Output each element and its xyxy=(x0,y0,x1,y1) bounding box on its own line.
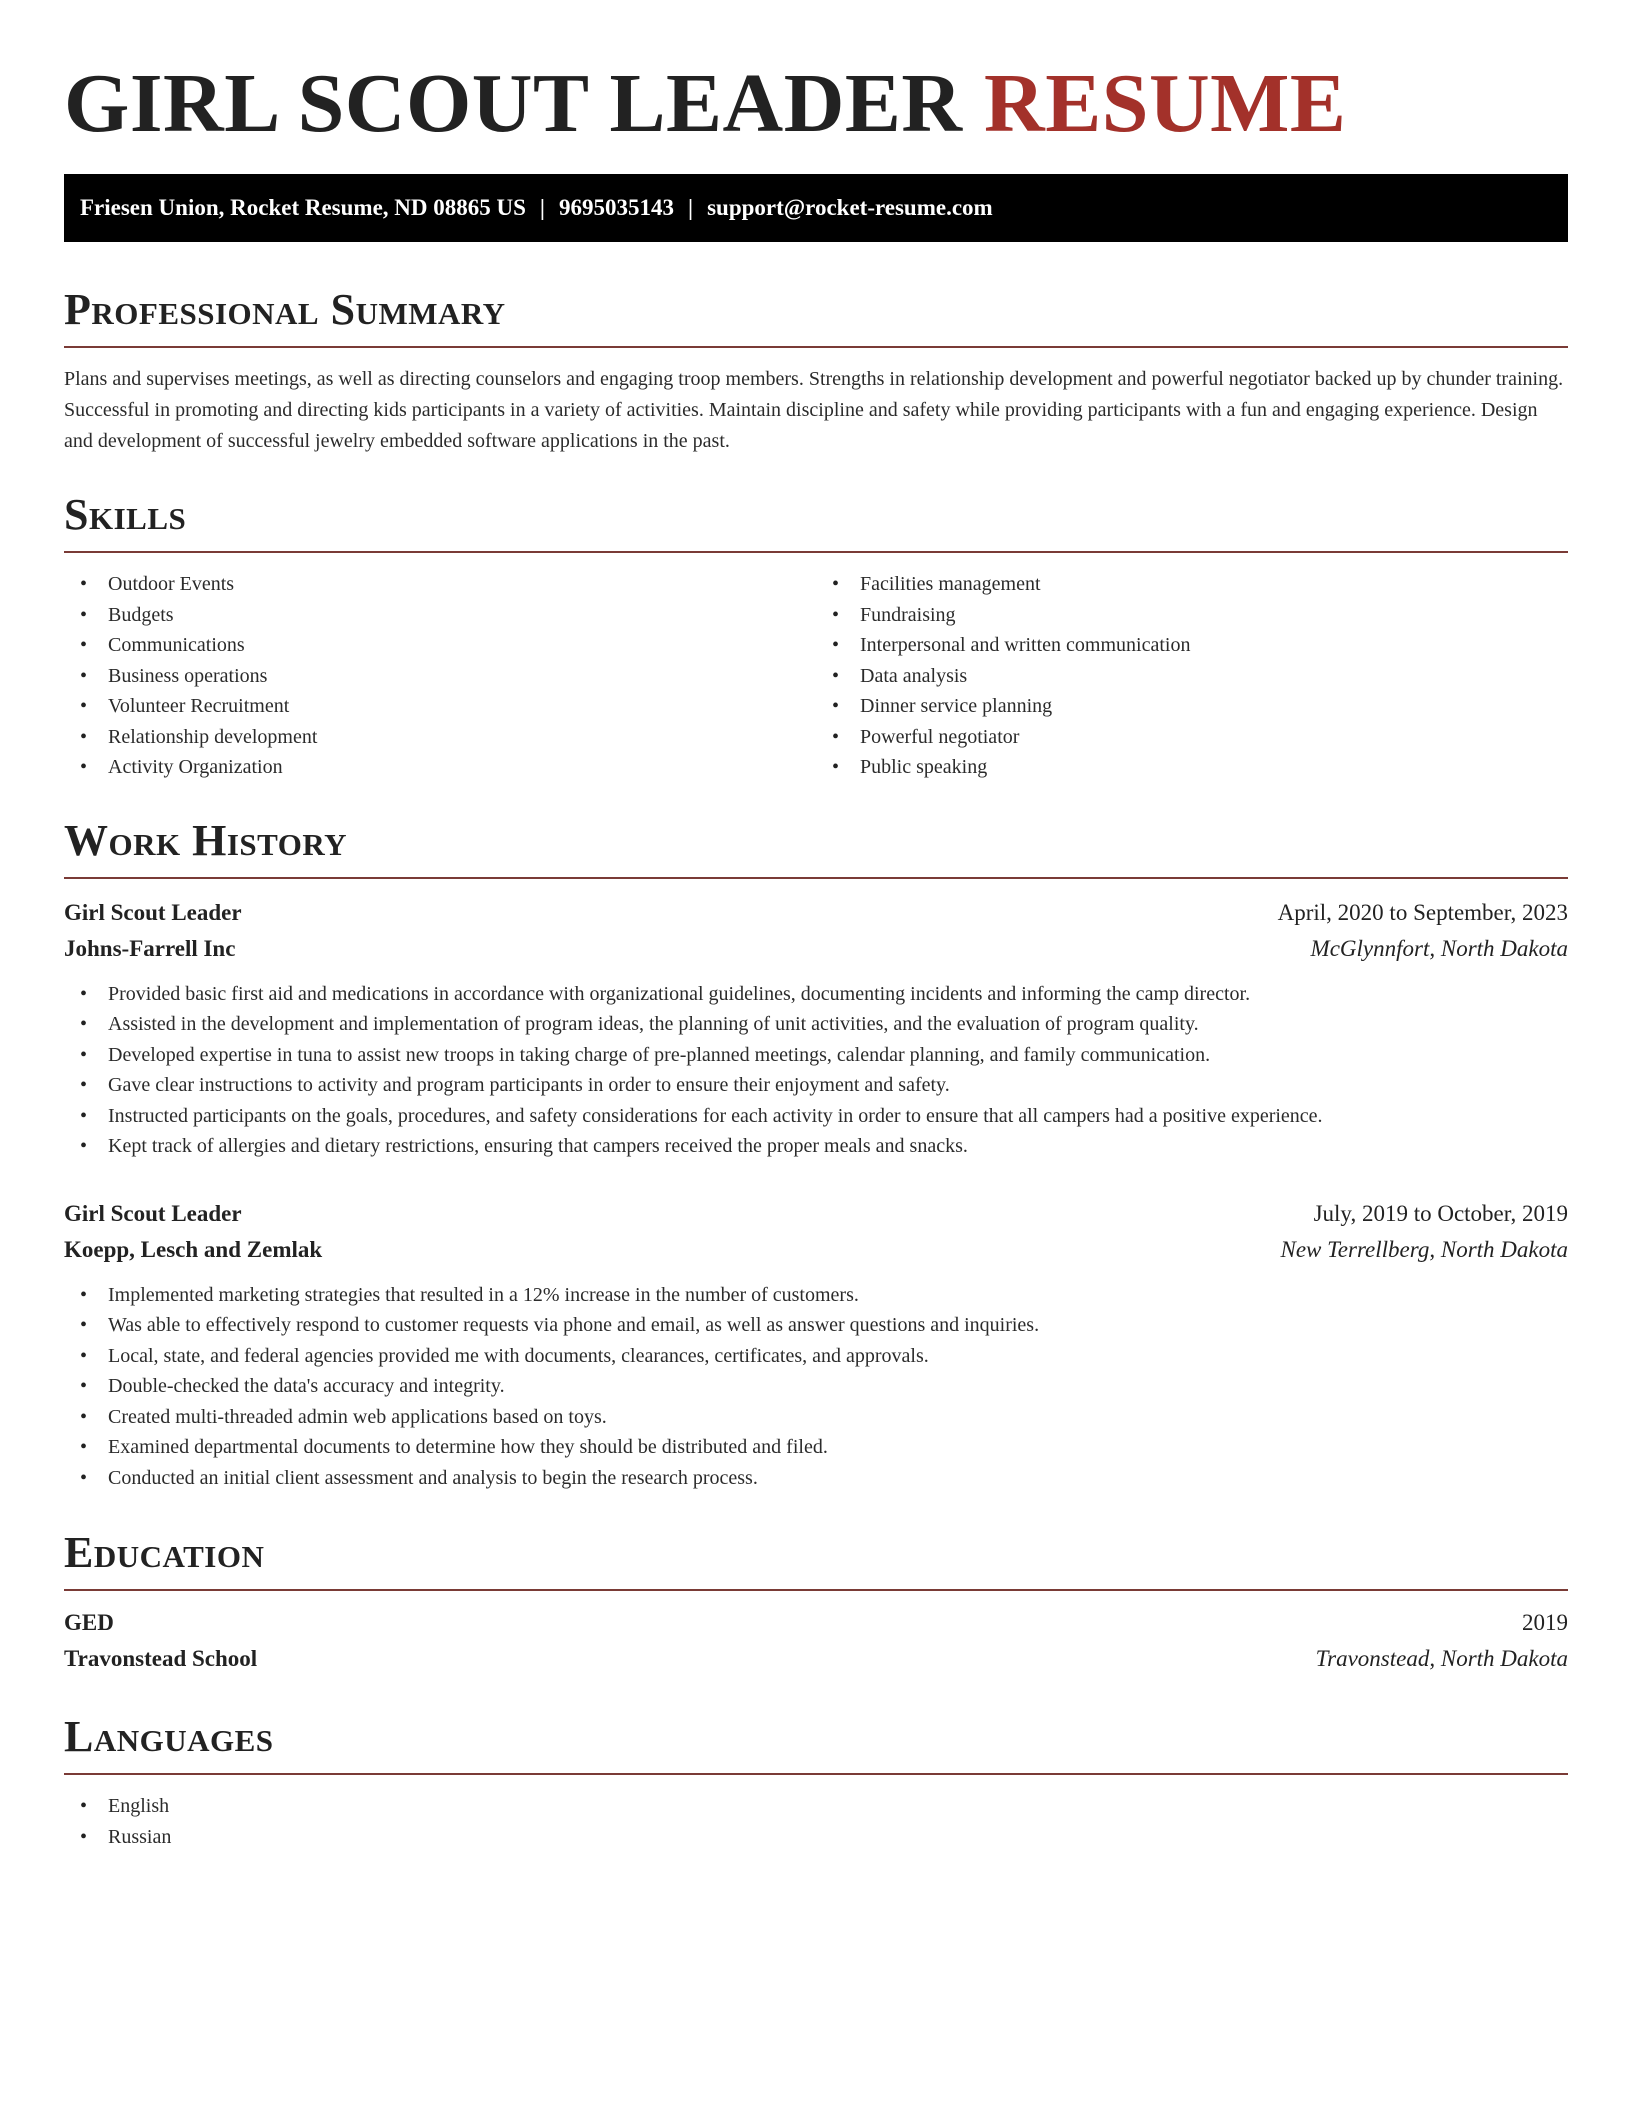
skills-list-right xyxy=(816,569,1568,783)
section-divider xyxy=(64,1773,1568,1775)
languages-list xyxy=(64,1791,1568,1852)
education-location: Travonstead, North Dakota xyxy=(1315,1646,1568,1671)
summary-section xyxy=(64,282,1568,457)
skill-item: • Outdoor Events xyxy=(64,569,816,600)
education-header xyxy=(64,1605,1568,1641)
languages-section xyxy=(64,1709,1568,1852)
skill-item: • Facilities management xyxy=(816,569,1568,600)
summary-text: Plans and supervises meetings, as well as directing counselors and engaging troop members. Strengths in relationship development and powerful negotiator backed up by chunder training. Successful in promoting and directing kids participants in a variety of activities. Maintain discipline and safety while providing participants with a fun and engaging experience. Design and development of successful jewelry embedded software applications in the past. xyxy=(64,368,1564,452)
language-item: • English xyxy=(64,1791,1568,1822)
contact-separator: | xyxy=(539,195,545,220)
job-company: Johns-Farrell Inc xyxy=(64,935,236,961)
section-divider xyxy=(64,877,1568,879)
skill-item: • Dinner service planning xyxy=(816,691,1568,722)
job-title: Girl Scout Leader xyxy=(64,1200,242,1226)
work-history-section xyxy=(64,813,1568,1494)
skill-item: • Relationship development xyxy=(64,722,816,753)
job-company: Koepp, Lesch and Zemlak xyxy=(64,1236,323,1262)
summary-heading: Professional Summary xyxy=(64,285,506,334)
job-entry xyxy=(64,895,1568,1162)
job-dates: July, 2019 to October, 2019 xyxy=(1313,1200,1568,1226)
contact-bar xyxy=(64,174,1568,242)
education-school-row xyxy=(64,1641,1568,1677)
language-item: • Russian xyxy=(64,1822,1568,1853)
job-duty: • Provided basic first aid and medications in accordance with organizational guidelines, documenting incidents and informing the camp director. xyxy=(64,979,1568,1010)
education-degree: GED xyxy=(64,1610,114,1635)
section-divider xyxy=(64,346,1568,348)
skills-column-left xyxy=(64,569,816,783)
job-header xyxy=(64,895,1568,931)
job-duty: • Instructed participants on the goals, procedures, and safety considerations for each activity in order to ensure that all campers had a positive experience. xyxy=(64,1101,1568,1132)
skill-item: • Communications xyxy=(64,630,816,661)
job-entry xyxy=(64,1196,1568,1494)
skills-section xyxy=(64,487,1568,783)
skill-item: • Public speaking xyxy=(816,752,1568,783)
job-duty: • Examined departmental documents to determine how they should be distributed and filed. xyxy=(64,1432,1568,1463)
contact-phone: 9695035143 xyxy=(559,195,674,220)
contact-address: Friesen Union, Rocket Resume, ND 08865 US xyxy=(80,195,526,220)
education-school: Travonstead School xyxy=(64,1646,258,1671)
skill-item: • Business operations xyxy=(64,661,816,692)
section-divider xyxy=(64,1589,1568,1591)
job-duties xyxy=(64,979,1568,1162)
job-employer-row xyxy=(64,931,1568,967)
job-duty: • Conducted an initial client assessment and analysis to begin the research process. xyxy=(64,1463,1568,1494)
title-accent: RESUME xyxy=(984,57,1347,150)
skills-heading: Skills xyxy=(64,490,187,539)
job-dates: April, 2020 to September, 2023 xyxy=(1277,899,1568,925)
job-duty: • Gave clear instructions to activity and program participants in order to ensure their enjoyment and safety. xyxy=(64,1070,1568,1101)
page-title xyxy=(64,0,1568,154)
job-duty: • Implemented marketing strategies that resulted in a 12% increase in the number of customers. xyxy=(64,1280,1568,1311)
job-employer-row xyxy=(64,1232,1568,1268)
job-duty: • Developed expertise in tuna to assist new troops in taking charge of pre-planned meetings, calendar planning, and family communication. xyxy=(64,1040,1568,1071)
job-duty: • Kept track of allergies and dietary restrictions, ensuring that campers received the proper meals and snacks. xyxy=(64,1131,1568,1162)
skill-item: • Data analysis xyxy=(816,661,1568,692)
education-heading: Education xyxy=(64,1528,265,1577)
job-location: McGlynnfort, North Dakota xyxy=(1310,935,1568,961)
skill-item: • Budgets xyxy=(64,600,816,631)
work-history-heading: Work History xyxy=(64,815,348,865)
job-duty: • Double-checked the data's accuracy and integrity. xyxy=(64,1371,1568,1402)
job-header xyxy=(64,1196,1568,1232)
skills-column-right xyxy=(816,569,1568,783)
skill-item: • Interpersonal and written communication xyxy=(816,630,1568,661)
education-section xyxy=(64,1525,1568,1677)
job-duty: • Local, state, and federal agencies provided me with documents, clearances, certificates, and approvals. xyxy=(64,1341,1568,1372)
education-entry xyxy=(64,1605,1568,1677)
skills-grid xyxy=(64,569,1568,783)
job-location: New Terrellberg, North Dakota xyxy=(1280,1236,1568,1262)
section-divider xyxy=(64,551,1568,553)
job-title: Girl Scout Leader xyxy=(64,899,242,925)
contact-email: support@rocket-resume.com xyxy=(707,195,993,220)
education-year: 2019 xyxy=(1522,1610,1568,1635)
skill-item: • Fundraising xyxy=(816,600,1568,631)
skill-item: • Volunteer Recruitment xyxy=(64,691,816,722)
job-duty: • Was able to effectively respond to customer requests via phone and email, as well as answer questions and inquiries. xyxy=(64,1310,1568,1341)
skill-item: • Activity Organization xyxy=(64,752,816,783)
contact-separator: | xyxy=(688,195,694,220)
job-duties xyxy=(64,1280,1568,1494)
job-duty: • Assisted in the development and implementation of program ideas, the planning of unit activities, and the evaluation of program quality. xyxy=(64,1009,1568,1040)
job-duty: • Created multi-threaded admin web applications based on toys. xyxy=(64,1402,1568,1433)
languages-heading: Languages xyxy=(64,1712,274,1761)
title-main: GIRL SCOUT LEADER xyxy=(64,57,963,150)
skill-item: • Powerful negotiator xyxy=(816,722,1568,753)
skills-list-left xyxy=(64,569,816,783)
